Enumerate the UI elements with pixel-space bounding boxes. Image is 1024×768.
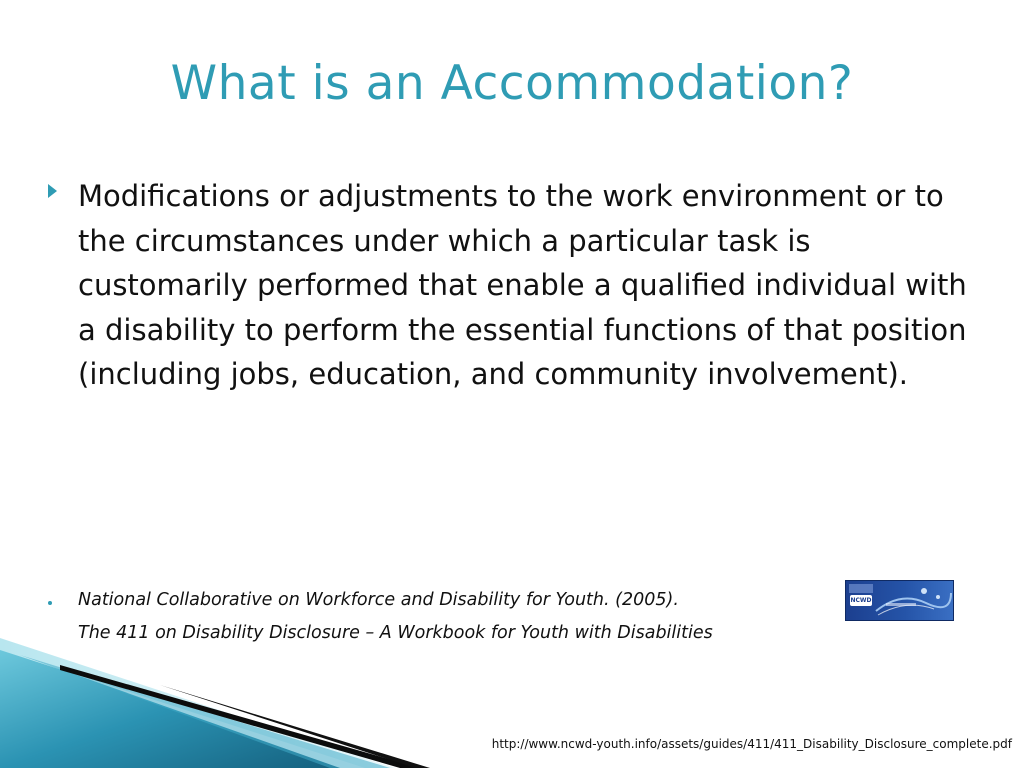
logo-badge-text: NCWD bbox=[850, 597, 872, 604]
slide-title: What is an Accommodation? bbox=[170, 56, 854, 111]
ncwd-logo-image bbox=[845, 580, 954, 621]
arrow-bullet-icon bbox=[48, 184, 57, 198]
dot-bullet-icon bbox=[48, 601, 52, 605]
source-url: http://www.ncwd-youth.info/assets/guides/411/411_Disability_Disclosure_complete.pdf bbox=[491, 737, 1012, 751]
citation-line-1: National Collaborative on Workforce and Disability for Youth. (2005). bbox=[78, 590, 679, 610]
citation-line-2: The 411 on Disability Disclosure – A Workbook for Youth with Disabilities bbox=[78, 623, 713, 643]
main-bullet-text: Modifications or adjustments to the work environment or to the circumstances under which a particular task is customarily performed that enable a qualified individual with a disability to perform the essential functions of that position (including jobs, education, and community involvement). bbox=[78, 179, 967, 391]
